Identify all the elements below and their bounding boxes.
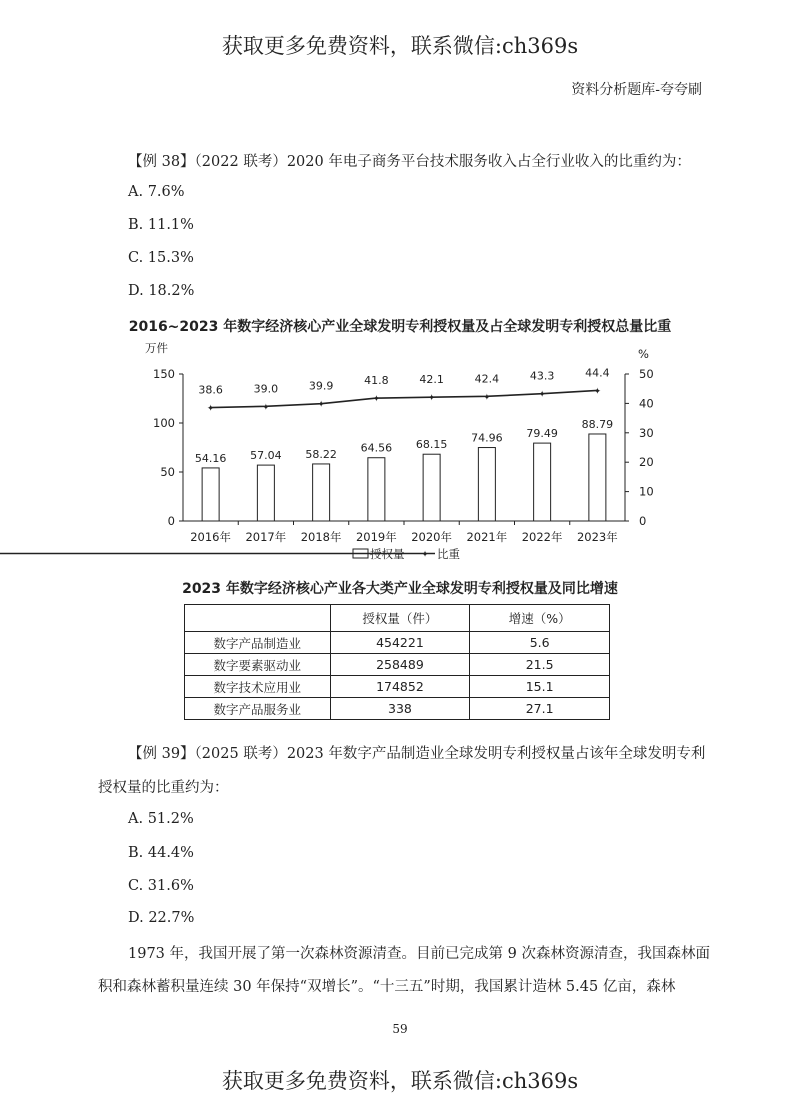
table-cell: 454221 [330,632,470,654]
bar-series [195,418,613,521]
chart-legend [0,547,460,561]
table-cell: 数字产品服务业 [185,698,331,720]
bar-label: 58.22 [305,447,337,461]
table-cell: 数字要素驱动业 [185,654,331,676]
question-39-stem-line1: 【例 39】（2025 联考）2023 年数字产品制造业全球发明专利授权量占该年全球发明专利 [128,746,706,762]
x-tick-label: 2016年 [190,530,232,544]
x-tick-label: 2018年 [300,530,342,544]
q39-option-a: A. 51.2% [128,811,194,827]
bar [257,465,274,521]
paragraph-line1: 1973 年，我国开展了第一次森林资源清查。目前已完成第 9 次森林资源清查，我国森林面 [128,946,710,962]
line-label: 42.4 [474,372,500,386]
bar [313,464,330,521]
q38-option-b: B. 11.1% [128,217,194,233]
table-cell: 5.6 [470,632,610,654]
table-title: 2023 年数字经济核心产业各大类产业全球发明专利授权量及同比增速 [182,581,618,597]
line-point: ✦ [317,400,325,411]
page-number: 59 [392,1022,408,1036]
line-label: 43.3 [529,369,555,383]
right-tick-label: 0 [639,514,647,528]
x-tick-label: 2021年 [466,530,508,544]
right-tick-label: 10 [639,484,654,499]
x-tick-label: 2019年 [355,530,397,544]
line-point: ✦ [206,404,215,415]
table-row [185,632,610,654]
right-tick-label: 40 [639,396,654,411]
x-tick-label: 2023年 [576,530,618,544]
running-header: 资料分析题库-夸夸刷 [571,82,702,98]
table-cell: 21.5 [470,654,610,676]
line-point: ✦ [483,392,491,403]
data-table [184,604,610,720]
left-unit-label: 万件 [145,341,168,355]
q39-option-c: C. 31.6% [128,878,194,894]
q39-option-d: D. 22.7% [128,910,195,926]
question-38-stem: 【例 38】（2022 联考）2020 年电子商务平台技术服务收入占全行业收入的比重约为： [128,154,691,170]
right-tick-label: 50 [639,367,654,381]
bar [423,454,440,521]
table-row [185,654,610,676]
line-label: 38.6 [198,383,223,397]
q38-option-a: A. 7.6% [128,184,185,200]
table-row [185,698,610,720]
left-tick-label: 100 [153,416,175,430]
legend-line-label: 比重 [437,547,460,561]
chart-title: 2016~2023 年数字经济核心产业全球发明专利授权量及占全球发明专利授权总量比重 [128,319,672,335]
bottom-banner: 获取更多免费资料，联系微信:ch369s [221,1069,579,1093]
bar [534,443,551,521]
question-39-stem-line2: 授权量的比重约为： [98,780,229,796]
table-cell: 174852 [330,676,470,698]
left-tick-label: 150 [153,367,175,381]
table-header-cell [185,605,331,632]
line-label: 39.9 [308,379,334,393]
table-cell: 数字技术应用业 [185,676,331,698]
bar-label: 74.96 [471,431,503,445]
bar [478,448,495,521]
table-cell: 数字产品制造业 [185,632,331,654]
top-banner: 获取更多免费资料，联系微信:ch369s [221,34,579,58]
line-label: 39.0 [253,382,279,396]
table-cell: 338 [330,698,470,720]
left-tick-label: 50 [160,465,175,479]
x-tick-label: 2020年 [411,530,453,544]
line-point: ✦ [593,386,602,397]
q38-option-d: D. 18.2% [128,283,195,299]
line-label: 41.8 [364,374,389,388]
x-axis-labels [190,530,618,544]
legend-bar-label: 授权量 [370,547,405,561]
legend-line-marker: ✦ [421,550,429,560]
table-header-cell: 授权量（件） [330,605,470,632]
bar-label: 57.04 [250,449,282,463]
bar-label: 88.79 [581,417,614,431]
q38-option-c: C. 15.3% [128,250,194,266]
bar-label: 54.16 [194,451,227,465]
q39-option-b: B. 44.4% [128,845,194,861]
line-label: 42.1 [419,373,444,387]
table-header-cell: 增速（%） [470,605,610,632]
table-cell: 15.1 [470,676,610,698]
left-tick-label: 0 [167,514,175,528]
table-cell: 258489 [330,654,470,676]
bar-label: 68.15 [415,438,448,452]
line-point: ✦ [538,390,546,401]
x-tick-label: 2022年 [521,530,563,544]
right-tick-label: 30 [639,425,654,440]
bar [202,468,219,521]
right-unit-label: % [638,347,649,361]
line-point: ✦ [262,402,270,413]
right-tick-label: 20 [639,455,654,470]
line-label: 44.4 [585,366,610,380]
table-cell: 27.1 [470,698,610,720]
line-series [198,366,609,414]
bar [368,458,385,521]
x-tick-label: 2017年 [245,530,287,544]
table-row [185,676,610,698]
bar-label: 64.56 [360,441,393,455]
bar-label: 79.49 [526,427,558,441]
table-header-row [185,605,610,632]
paragraph-line2: 积和森林蓄积量连续 30 年保持“双增长”。“十三五”时期，我国累计造林 5.45 亿亩，森林 [98,979,676,995]
bar [589,434,606,521]
line-point: ✦ [427,393,436,404]
line-point: ✦ [372,394,381,405]
